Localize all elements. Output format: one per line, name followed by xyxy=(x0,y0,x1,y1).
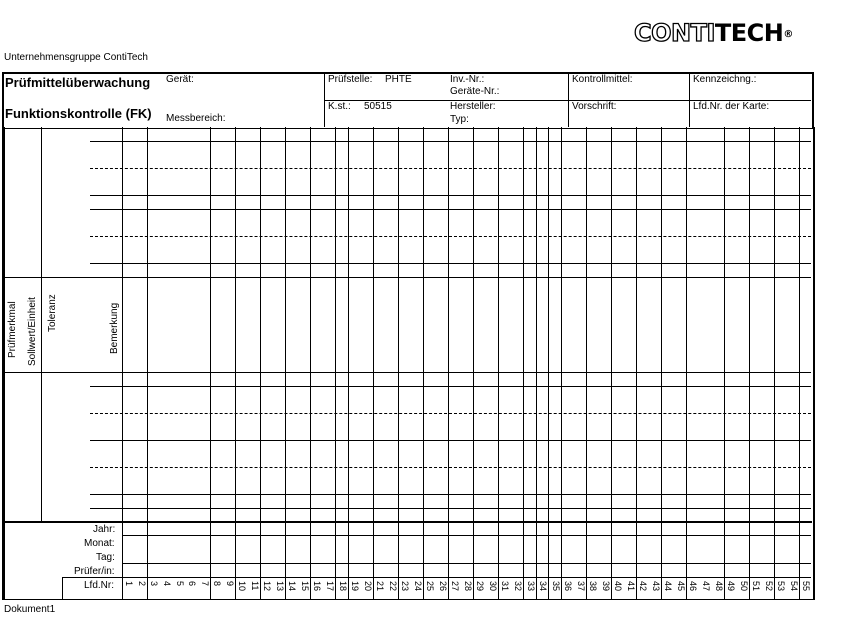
lfd-nr-divider xyxy=(62,577,63,600)
logo-solid-text: TECH xyxy=(714,19,784,47)
contitech-logo xyxy=(634,19,793,47)
lfd-number: 48 xyxy=(713,581,724,592)
grid-column-line xyxy=(373,127,374,600)
grid-column-line xyxy=(210,127,211,600)
lfd-number: 4 xyxy=(161,581,172,587)
vorschrift-label: Vorschrift: xyxy=(572,101,617,112)
grid-column-line xyxy=(448,127,449,600)
label-column-divider xyxy=(41,127,42,522)
grid-column-line xyxy=(285,127,286,600)
grid-column-line xyxy=(348,127,349,600)
kst-label: K.st.: xyxy=(328,101,351,112)
lfd-number: 19 xyxy=(350,581,361,592)
grid-row xyxy=(90,494,811,495)
main-grid xyxy=(2,127,815,600)
lfd-number: 25 xyxy=(425,581,436,592)
lfd-number: 6 xyxy=(187,581,198,587)
toleranz-label: Toleranz xyxy=(47,294,58,332)
grid-column-line xyxy=(235,127,236,600)
lfd-number: 12 xyxy=(262,581,273,592)
lfd-number: 50 xyxy=(738,581,749,592)
grid-row-dashed xyxy=(90,467,811,468)
geraete-nr-label: Geräte-Nr.: xyxy=(450,86,500,97)
grid-column-line xyxy=(749,127,750,600)
lfd-number: 13 xyxy=(274,581,285,592)
grid-row xyxy=(90,209,811,210)
grid-row xyxy=(90,263,811,264)
typ-label: Typ: xyxy=(450,114,469,125)
kontrollmittel-label: Kontrollmittel: xyxy=(572,74,633,85)
registered-mark-icon: ® xyxy=(783,29,793,40)
grid-row-dashed xyxy=(90,168,811,169)
grid-column-line xyxy=(548,127,549,600)
hersteller-label: Hersteller: xyxy=(450,101,496,112)
grid-column-line xyxy=(724,127,725,600)
sollwert-label: Sollwert/Einheit xyxy=(27,297,38,366)
lfd-number: 43 xyxy=(650,581,661,592)
grid-row xyxy=(122,372,811,373)
lfd-number: 32 xyxy=(512,581,523,592)
grid-column-line xyxy=(686,127,687,600)
grid-column-line xyxy=(260,127,261,600)
pruefstelle-label: Prüfstelle: xyxy=(328,74,373,85)
lfd-number: 3 xyxy=(149,581,160,587)
bottom-block-separator xyxy=(2,521,812,523)
grid-column-line xyxy=(561,127,562,600)
lfd-number: 54 xyxy=(788,581,799,592)
grid-column-line xyxy=(661,127,662,600)
lfd-number: 1 xyxy=(124,581,135,587)
lfd-number: 33 xyxy=(525,581,536,592)
grid-row xyxy=(90,195,811,196)
kennzeichng-label: Kennzeichng.: xyxy=(693,74,757,85)
grid-column-line xyxy=(498,127,499,600)
lfd-number: 51 xyxy=(751,581,762,592)
kst-value: 50515 xyxy=(364,101,392,112)
pruefstelle-value: PHTE xyxy=(385,74,412,85)
lfd-number: 16 xyxy=(312,581,323,592)
lfd-number: 14 xyxy=(287,581,298,592)
grid-row xyxy=(62,577,811,578)
lfd-number: 53 xyxy=(776,581,787,592)
grid-column-line xyxy=(523,127,524,600)
grid-row xyxy=(122,563,811,564)
grid-column-line xyxy=(774,127,775,600)
grid-column-line xyxy=(586,127,587,600)
grid-column-line xyxy=(398,127,399,600)
grid-row-dashed xyxy=(90,413,811,414)
lfd-nr-karte-label: Lfd.Nr. der Karte: xyxy=(693,101,770,112)
logo-outline-text: CONTI xyxy=(634,19,715,47)
lfd-number: 10 xyxy=(237,581,248,592)
pruefer-label: Prüfer/in: xyxy=(74,566,115,577)
lfd-number: 17 xyxy=(324,581,335,592)
lfd-number: 22 xyxy=(387,581,398,592)
messbereich-label: Messbereich: xyxy=(166,113,226,124)
lfd-number: 15 xyxy=(299,581,310,592)
lfd-number: 34 xyxy=(538,581,548,592)
lfd-number: 20 xyxy=(362,581,373,592)
lfd-number: 30 xyxy=(487,581,498,592)
inv-nr-label: Inv.-Nr.: xyxy=(450,74,485,85)
lfd-number: 39 xyxy=(600,581,611,592)
lfd-number: 47 xyxy=(701,581,711,592)
lfd-number: 24 xyxy=(412,581,423,592)
lfd-number: 5 xyxy=(174,581,185,587)
lfd-number: 35 xyxy=(550,581,561,592)
lfd-number: 46 xyxy=(688,581,699,592)
title-pruefmittelueberwachung: Prüfmittelüberwachung xyxy=(5,75,151,90)
grid-column-line xyxy=(147,127,148,600)
grid-column-line xyxy=(636,127,637,600)
lfd-number: 42 xyxy=(638,581,649,592)
grid-row xyxy=(90,386,811,387)
document-name: Dokument1 xyxy=(4,604,56,615)
geraet-label: Gerät: xyxy=(166,74,194,85)
grid-column-line xyxy=(473,127,474,600)
grid-column-line xyxy=(799,127,800,600)
lfd-number: 52 xyxy=(763,581,774,592)
lfd-number: 2 xyxy=(136,581,147,587)
lfd-number: 49 xyxy=(726,581,737,592)
lfd-number: 21 xyxy=(375,581,386,592)
lfd-number: 27 xyxy=(450,581,461,592)
lfd-number: 37 xyxy=(575,581,586,592)
lfd-number: 23 xyxy=(400,581,411,592)
lfd-number: 26 xyxy=(437,581,448,592)
grid-row-dashed xyxy=(90,236,811,237)
lfd-nr-label: Lfd.Nr: xyxy=(84,580,115,591)
grid-column-line xyxy=(536,127,537,600)
pruefmerkmal-label: Prüfmerkmal xyxy=(7,301,18,358)
lfd-number: 44 xyxy=(663,581,674,592)
lfd-number: 36 xyxy=(563,581,574,592)
grid-row xyxy=(90,440,811,441)
tag-label: Tag: xyxy=(96,552,115,563)
title-funktionskontrolle: Funktionskontrolle (FK) xyxy=(5,106,152,121)
grid-column-line xyxy=(423,127,424,600)
grid-row xyxy=(90,508,811,509)
company-group-label: Unternehmensgruppe ContiTech xyxy=(4,52,148,63)
lfd-number: 31 xyxy=(500,581,511,592)
bemerkung-label: Bemerkung xyxy=(109,302,120,354)
lfd-number: 40 xyxy=(613,581,624,592)
lfd-number: 28 xyxy=(462,581,473,592)
grid-column-line xyxy=(611,127,612,600)
lfd-number: 55 xyxy=(801,581,811,592)
monat-label: Monat: xyxy=(84,538,115,549)
grid-row xyxy=(122,535,811,536)
lfd-number: 7 xyxy=(199,581,210,587)
lfd-number: 45 xyxy=(675,581,686,592)
grid-row xyxy=(90,141,811,142)
lfd-number: 9 xyxy=(224,581,235,587)
grid-row xyxy=(90,277,811,278)
lfd-number: 18 xyxy=(337,581,348,592)
lfd-number: 8 xyxy=(212,581,223,587)
grid-column-line xyxy=(122,127,123,600)
lfd-number: 41 xyxy=(625,581,636,592)
grid-column-line xyxy=(310,127,311,600)
grid-column-line xyxy=(335,127,336,600)
jahr-label: Jahr: xyxy=(93,524,116,535)
lfd-number: 38 xyxy=(588,581,599,592)
label-section-divider xyxy=(2,372,123,373)
lfd-number: 29 xyxy=(475,581,486,592)
lfd-number: 11 xyxy=(249,581,260,591)
